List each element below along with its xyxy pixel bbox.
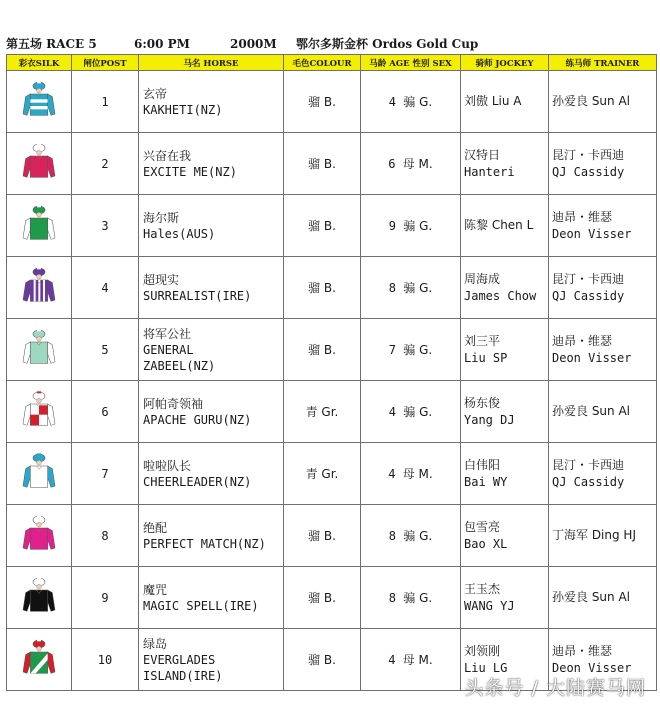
age-sex-cell [361,257,461,319]
horse-name-cn: 绝配 [143,520,168,535]
trainer-cell [549,319,657,381]
horse-name-cn: 海尔斯 [143,210,180,225]
horse-name-en: EVERGLADES [143,652,216,667]
silk-cell [7,505,72,567]
post-cell: 10 [72,629,139,691]
horse-name-cn: 兴奋在我 [143,148,192,163]
horse-name-cn: 将军公社 [143,326,192,341]
colour-cell: 骝 B. [284,257,361,319]
horse-cell [139,505,284,567]
sex-value: 骟 G. [403,95,433,109]
horse-name-cn: 绿岛 [143,636,168,651]
jockey-name-cn: 白伟阳 [464,457,501,472]
jockey-name-en: Bai WY [464,474,508,489]
age-value: 8 [388,529,397,543]
jockey-name-en: Hanteri [464,164,515,179]
jockey-silk-icon [19,366,59,380]
age-value: 4 [388,95,397,109]
runner-row [7,567,657,629]
jockey-silk-icon [19,304,59,318]
sex-value: 骟 G. [403,529,433,543]
age-sex-cell [361,133,461,195]
horse-name-cn: 阿帕奇领袖 [143,396,204,411]
horse-name-cn: 玄帝 [143,86,168,101]
horse-cell [139,629,284,691]
silk-cell [7,319,72,381]
age-value: 4 [388,653,396,667]
trainer-cell [549,505,657,567]
colour-cell: 青 Gr. [284,381,361,443]
silk-cell [7,567,72,629]
silk-cell [7,133,72,195]
trainer-name-cn: 孙爱良 Sun Al [552,94,631,108]
silk-cell [7,443,72,505]
header-jockey: 骑师 JOCKEY [461,55,549,71]
age-sex-cell [361,319,461,381]
jockey-name-cn: 包雪亮 [464,519,501,534]
post-cell: 7 [72,443,139,505]
header-colour: 毛色COLOUR [284,55,361,71]
trainer-cell [549,133,657,195]
horse-name-en-line2: ZABEEL(NZ) [143,358,216,373]
jockey-cell [461,257,549,319]
trainer-name-en: Deon Visser [552,660,632,675]
trainer-name-en: QJ Cassidy [552,474,625,489]
colour-cell: 骝 B. [284,567,361,629]
age-value: 7 [388,343,397,357]
silk-cell [7,381,72,443]
header-age-sex: 马龄 AGE 性别 SEX [361,55,461,71]
jockey-name-en: Yang DJ [464,412,515,427]
trainer-name-cn: 迪昂・维瑟 [552,643,613,658]
trainer-name-cn: 孙爱良 Sun Al [552,404,631,418]
runner-row [7,443,657,505]
trainer-cell [549,567,657,629]
horse-cell [139,443,284,505]
silk-cell [7,71,72,133]
header-silk: 彩衣SILK [7,55,72,71]
jockey-cell [461,505,549,567]
jockey-silk-icon [19,552,59,566]
watermark: 头条号 / 大陆赛马网 [464,677,646,699]
sex-value: 骟 G. [403,219,433,233]
horse-cell [139,71,284,133]
jockey-name-en: Liu SP [464,350,508,365]
jockey-name-cn: 杨东俊 [464,395,501,410]
age-value: 8 [388,591,397,605]
post-cell: 5 [72,319,139,381]
age-sex-cell [361,443,461,505]
horse-cell [139,381,284,443]
age-sex-cell [361,505,461,567]
post-cell: 8 [72,505,139,567]
jockey-name-cn: 陈黎 Chen L [464,218,534,232]
jockey-silk-icon [19,242,59,256]
age-sex-cell [361,195,461,257]
jockey-name-cn: 刘三平 [464,333,501,348]
horse-name-cn: 啦啦队长 [143,458,192,473]
jockey-cell [461,567,549,629]
horse-cell [139,133,284,195]
trainer-cell [549,71,657,133]
jockey-cell [461,71,549,133]
jockey-name-cn: 王玉杰 [464,581,501,596]
header-horse: 马名 HORSE [139,55,284,71]
race-time: 6:00 PM [134,37,190,51]
horse-name-en: EXCITE ME(NZ) [143,164,237,179]
age-sex-cell [361,629,461,691]
horse-cell [139,319,284,381]
jockey-name-en: WANG YJ [464,598,515,613]
horse-cell [139,567,284,629]
jockey-name-cn: 刘傲 Liu A [464,94,522,108]
jockey-name-en: Liu LG [464,660,508,675]
jockey-cell [461,133,549,195]
colour-cell: 骝 B. [284,319,361,381]
horse-name-en: MAGIC SPELL(IRE) [143,598,259,613]
horse-name-en: CHEERLEADER(NZ) [143,474,252,489]
colour-cell: 骝 B. [284,195,361,257]
trainer-name-cn: 昆汀・卡西迪 [552,271,625,286]
post-cell: 2 [72,133,139,195]
trainer-cell [549,443,657,505]
age-value: 6 [388,157,396,171]
age-sex-cell [361,567,461,629]
trainer-name-cn: 迪昂・维瑟 [552,209,613,224]
horse-name-en-line2: ISLAND(IRE) [143,668,223,683]
trainer-name-en: QJ Cassidy [552,288,625,303]
trainer-cell [549,195,657,257]
jockey-name-cn: 汉特日 [464,147,501,162]
jockey-silk-icon [19,428,59,442]
race-number: 第五场 RACE 5 [6,37,97,51]
sex-value: 母 M. [402,653,433,667]
trainer-name-cn: 孙爱良 Sun Al [552,590,631,604]
silk-cell [7,629,72,691]
jockey-silk-icon [19,676,59,690]
age-value: 8 [388,281,397,295]
colour-cell: 青 Gr. [284,443,361,505]
jockey-name-en: Bao XL [464,536,508,551]
trainer-name-en: QJ Cassidy [552,164,625,179]
age-sex-cell [361,381,461,443]
jockey-silk-icon [19,118,59,132]
age-value: 4 [388,467,396,481]
horse-cell [139,195,284,257]
age-sex-cell [361,71,461,133]
horse-name-en: APACHE GURU(NZ) [143,412,252,427]
jockey-silk-icon [19,614,59,628]
sex-value: 骟 G. [403,405,433,419]
runner-row [7,195,657,257]
horse-name-en: SURREALIST(IRE) [143,288,252,303]
colour-cell: 骝 B. [284,629,361,691]
horse-name-cn: 魔咒 [143,582,168,597]
trainer-name-cn: 昆汀・卡西迪 [552,147,625,162]
racecard-table [6,54,657,691]
jockey-name-en: James Chow [464,288,537,303]
post-cell: 9 [72,567,139,629]
post-cell: 3 [72,195,139,257]
horse-name-en: GENERAL [143,342,194,357]
post-cell: 1 [72,71,139,133]
runner-row [7,505,657,567]
trainer-cell [549,257,657,319]
jockey-cell [461,195,549,257]
race-header [6,36,656,53]
runner-row [7,133,657,195]
header-post: 闸位POST [72,55,139,71]
post-cell: 4 [72,257,139,319]
runner-row [7,319,657,381]
age-value: 4 [388,405,397,419]
horse-name-en: Hales(AUS) [143,226,216,241]
colour-cell: 骝 B. [284,133,361,195]
sex-value: 骟 G. [403,281,433,295]
table-header-row [7,55,657,71]
trainer-name-cn: 丁海军 Ding HJ [552,528,636,542]
jockey-cell [461,381,549,443]
jockey-cell [461,443,549,505]
colour-cell: 骝 B. [284,505,361,567]
trainer-name-en: Deon Visser [552,226,632,241]
trainer-cell [549,381,657,443]
silk-cell [7,257,72,319]
runner-row [7,71,657,133]
sex-value: 骟 G. [403,591,433,605]
horse-name-en: KAKHETI(NZ) [143,102,223,117]
colour-cell: 骝 B. [284,71,361,133]
sex-value: 母 M. [402,157,433,171]
header-trainer: 练马师 TRAINER [549,55,657,71]
sex-value: 母 M. [402,467,433,481]
trainer-name-cn: 昆汀・卡西迪 [552,457,625,472]
runner-row [7,381,657,443]
sex-value: 骟 G. [403,343,433,357]
jockey-silk-icon [19,180,59,194]
runner-row [7,257,657,319]
horse-cell [139,257,284,319]
race-name: 鄂尔多斯金杯 Ordos Gold Cup [296,37,479,51]
jockey-name-cn: 周海成 [464,271,501,286]
jockey-name-cn: 刘领刚 [464,643,501,658]
silk-cell [7,195,72,257]
horse-name-cn: 超现实 [143,272,180,287]
jockey-cell [461,319,549,381]
trainer-name-cn: 迪昂・维瑟 [552,333,613,348]
post-cell: 6 [72,381,139,443]
horse-name-en: PERFECT MATCH(NZ) [143,536,266,551]
age-value: 9 [388,219,397,233]
trainer-name-en: Deon Visser [552,350,632,365]
race-distance: 2000M [230,37,277,51]
jockey-silk-icon [19,490,59,504]
